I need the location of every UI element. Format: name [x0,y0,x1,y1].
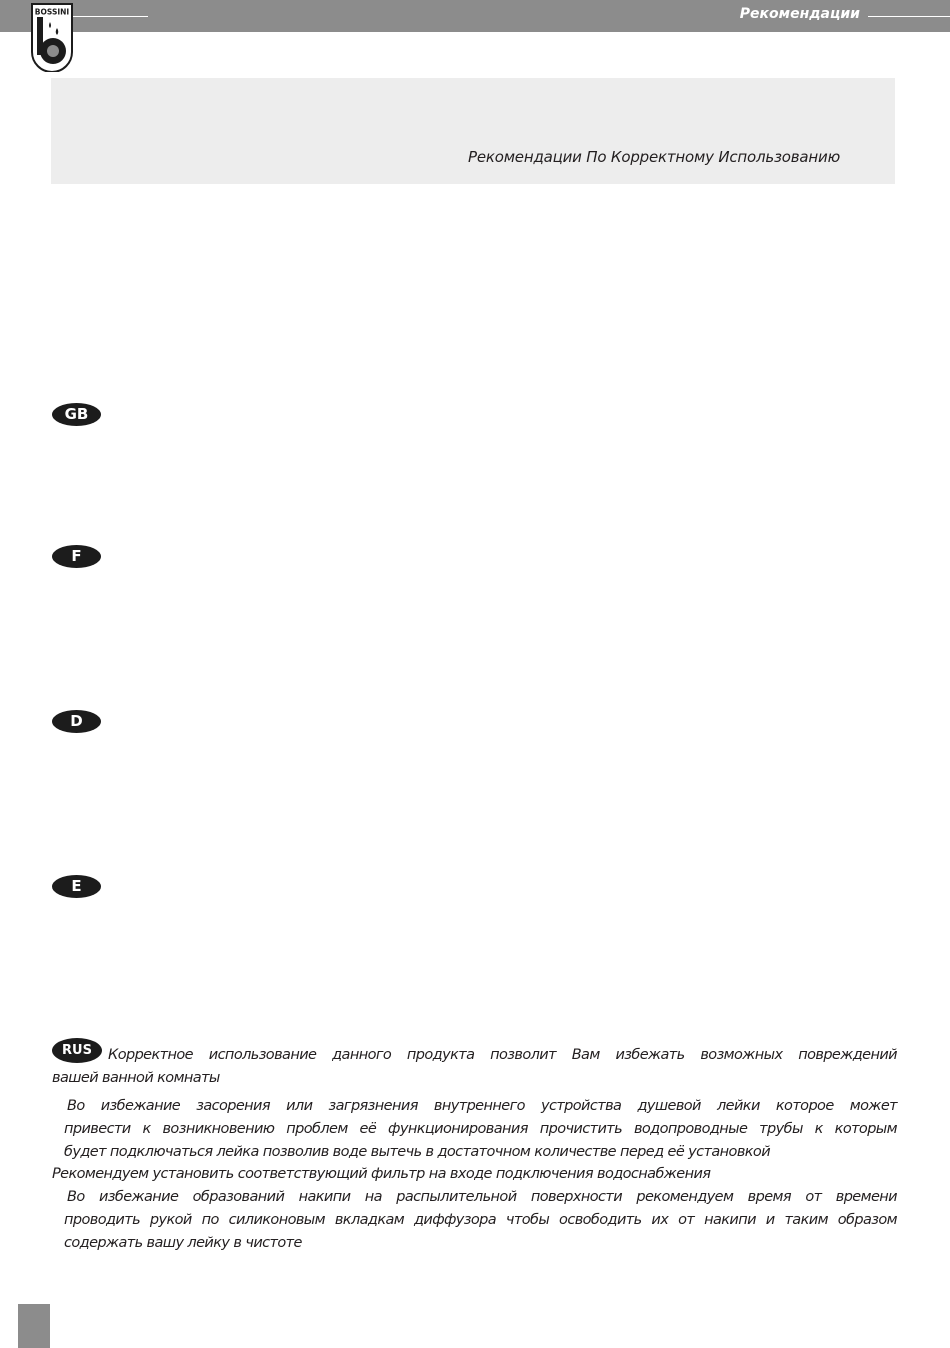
banner-title: Рекомендации По Корректному Использованию [467,148,840,166]
header-rule-right [868,16,950,17]
page-corner-marker [18,1304,50,1348]
header-title: Рекомендации [739,6,860,22]
rus-line-3: Во избежание засорения или загрязнения внутреннего устройства душевой лейки которое может [67,1098,897,1114]
language-badge-f: F [52,545,101,568]
title-banner [51,78,895,184]
header-bar [0,0,950,32]
rus-line-9: содержать вашу лейку в чистоте [64,1235,302,1251]
language-badge-rus: RUS [53,1039,101,1062]
rus-line-8: проводить рукой по силиконовым вкладкам диффузора чтобы освободить их от накипи и таким образом [64,1212,897,1228]
rus-line-5: будет подключаться лейка позволив воде вытечь в достаточном количестве перед её установкой [64,1144,771,1160]
rus-line-1: Корректное использование данного продукта позволит Вам избежать возможных повреждений [108,1047,897,1063]
rus-line-4: привести к возникновению проблем её функционирования прочистить водопроводные трубы к которым [64,1121,897,1137]
language-badge-e: E [52,875,101,898]
rus-line-6: Рекомендуем установить соответствующий фильтр на входе подключения водоснабжения [52,1166,711,1182]
rus-line-7: Во избежание образований накипи на распылительной поверхности рекомендуем время от времени [67,1189,897,1205]
bossini-logo [30,2,74,72]
language-badge-gb: GB [52,403,101,426]
header-rule-left [70,16,148,17]
logo-brand-text: BOSSINI [34,7,70,17]
language-badge-d: D [52,710,101,733]
rus-line-2: вашей ванной комнаты [52,1070,220,1086]
